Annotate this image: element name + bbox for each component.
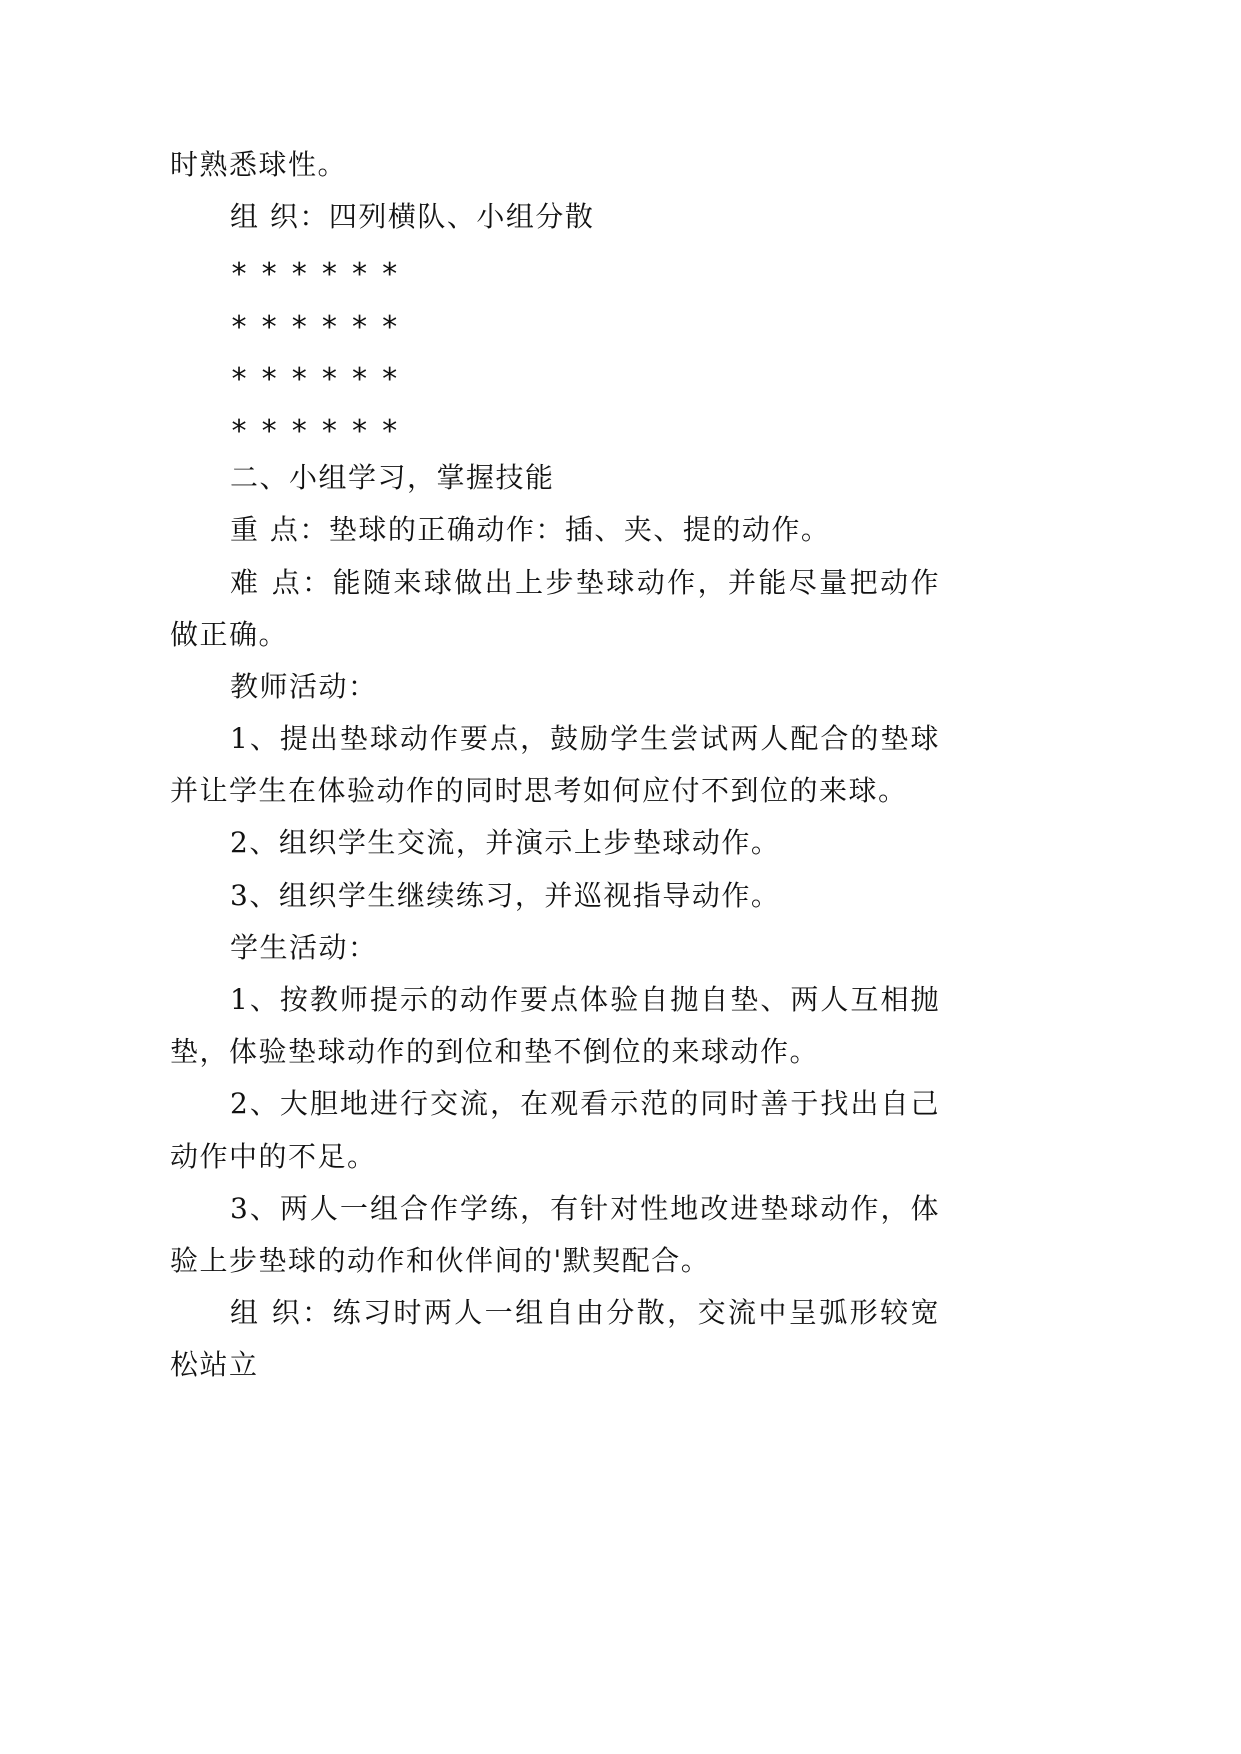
text-line: 时熟悉球性。 (170, 148, 348, 181)
text-line: 动作中的不足。 (170, 1139, 377, 1173)
document-body (170, 139, 940, 1392)
formation-row: * * * * * * (230, 361, 396, 397)
text-line: 垫，体验垫球动作的到位和垫不倒位的来球动作。 (170, 1035, 820, 1069)
text-line: 3、组织学生继续练习，并巡视指导动作。 (230, 878, 781, 912)
text-line: 二、小组学习，掌握技能 (230, 461, 555, 495)
text-line: 2、大胆地进行交流，在观看示范的同时善于找出自己 (230, 1087, 940, 1121)
teacher-activity-item (170, 713, 940, 817)
student-activity-heading (170, 922, 940, 974)
text-line: 松站立 (170, 1348, 259, 1382)
text-line: 并让学生在体验动作的同时思考如何应付不到位的来球。 (170, 774, 908, 808)
text-line: 1、提出垫球动作要点，鼓励学生尝试两人配合的垫球 (230, 722, 940, 756)
text-line: 难 点：能随来球做出上步垫球动作，并能尽量把动作 (230, 565, 940, 599)
section-heading (170, 452, 940, 504)
text-line: 组 织：练习时两人一组自由分散，交流中呈弧形较宽 (230, 1296, 940, 1330)
formation-diagram (170, 243, 940, 452)
text-line: 3、两人一组合作学练，有针对性地改进垫球动作，体 (230, 1191, 940, 1225)
text-line: 验上步垫球的动作和伙伴间的'默契配合。 (170, 1243, 711, 1277)
formation-row: * * * * * * (230, 309, 396, 345)
text-line: 组 织：四列横队、小组分散 (230, 200, 595, 234)
student-activity-item (170, 1078, 940, 1182)
teacher-activity-item (170, 870, 940, 922)
difficulty-point (170, 557, 940, 661)
teacher-activity-heading (170, 661, 940, 713)
text-line: 学生活动： (230, 930, 378, 964)
student-activity-item (170, 1183, 940, 1287)
text-line: 教师活动： (230, 669, 378, 703)
student-activity-item (170, 974, 940, 1078)
formation-row: * * * * * * (230, 257, 396, 293)
organization-heading (170, 191, 940, 243)
organization-paragraph (170, 1287, 940, 1391)
key-point (170, 504, 940, 556)
text-line: 2、组织学生交流，并演示上步垫球动作。 (230, 826, 781, 860)
text-line: 1、按教师提示的动作要点体验自抛自垫、两人互相抛 (230, 983, 940, 1016)
teacher-activity-item (170, 817, 940, 869)
text-line: 做正确。 (170, 617, 289, 651)
paragraph (170, 139, 940, 191)
formation-row: * * * * * * (230, 413, 396, 449)
text-line: 重 点：垫球的正确动作：插、夹、提的动作。 (230, 513, 831, 547)
